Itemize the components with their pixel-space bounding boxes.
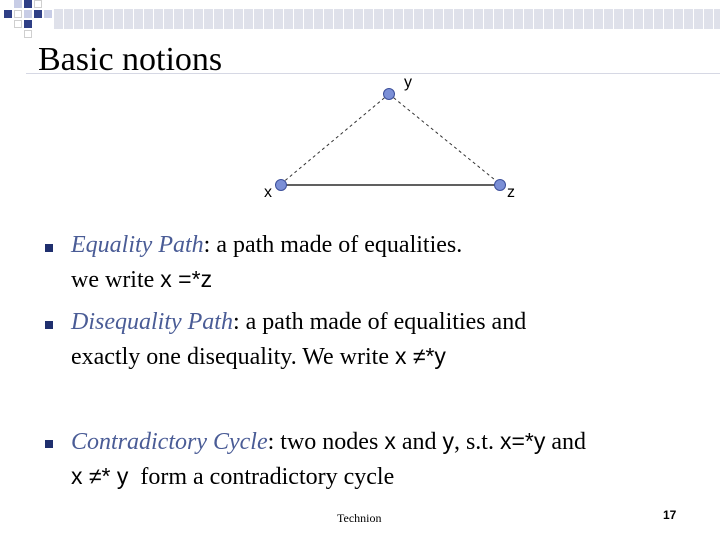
math-expression: x <box>384 428 396 454</box>
bullet-line <box>71 459 586 494</box>
bullet-marker <box>45 321 53 329</box>
page-number: 17 <box>663 508 677 522</box>
node-x <box>276 180 287 191</box>
bullet-text: : a path made of equalities. <box>203 232 463 258</box>
math-expression: x =*z <box>160 266 213 292</box>
bullet-marker <box>45 244 53 252</box>
math-expression: x ≠* y <box>71 463 129 489</box>
dashed-edge-y-z <box>389 94 500 184</box>
bullet-contradictory-cycle <box>71 424 586 494</box>
bullet-line <box>71 424 586 459</box>
node-z <box>495 180 506 191</box>
bullet-text: form a contradictory cycle <box>128 464 395 490</box>
bullet-marker <box>45 440 53 448</box>
node-label-y: y <box>404 74 412 91</box>
dashed-edge-x-y <box>281 94 389 184</box>
footer-text: Technion <box>337 511 382 525</box>
bullet-line <box>71 305 526 339</box>
bullet-text: and <box>545 429 587 455</box>
bullet-text: , s.t. <box>453 429 500 455</box>
math-expression: x=*y <box>499 428 546 454</box>
node-label-x: x <box>264 184 272 201</box>
math-expression: y <box>442 428 454 454</box>
node-y <box>384 89 395 100</box>
bullet-text: exactly one disequality. We write <box>71 344 395 370</box>
term-equality-path: Equality Path <box>71 232 204 258</box>
bullet-line <box>71 228 462 262</box>
node-label-z: z <box>507 184 515 201</box>
bullet-text: : two nodes <box>267 429 385 455</box>
bullet-disequality-path <box>71 305 526 374</box>
bullet-equality-path <box>71 228 462 297</box>
math-expression: x ≠*y <box>394 343 446 369</box>
slide-title: Basic notions <box>38 41 223 78</box>
term-contradictory-cycle: Contradictory Cycle <box>71 429 268 455</box>
bullet-text: and <box>395 429 443 455</box>
term-disequality-path: Disequality Path <box>71 309 233 335</box>
bullet-text: : a path made of equalities and <box>232 309 527 335</box>
bullet-text: we write <box>71 267 161 293</box>
bullet-line <box>71 262 462 297</box>
bullet-line <box>71 339 526 374</box>
